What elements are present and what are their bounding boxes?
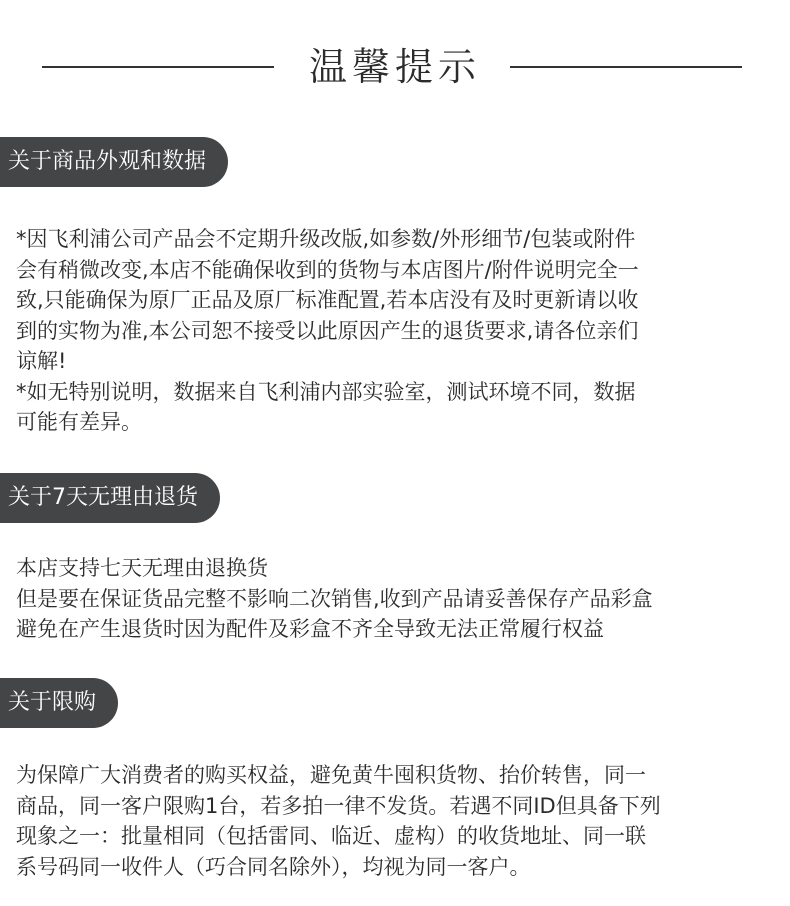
text-line: 但是要在保证货品完整不影响二次销售,收到产品请妥善保存产品彩盒 (16, 586, 653, 611)
section-body-purchase-limit (16, 760, 776, 882)
text-line: 现象之一：批量相同（包括雷同、临近、虚构）的收货地址、同一联 (16, 824, 646, 848)
text-line: 可能有差异。 (16, 410, 142, 434)
text-line: 本店支持七天无理由退换货 (16, 556, 268, 580)
title-divider-right (510, 66, 742, 68)
section-body-7day-return (16, 553, 776, 645)
page-title: 温馨提示 (308, 45, 481, 89)
section-heading-purchase-limit: 关于限购 (0, 678, 118, 728)
section-body-appearance-data (16, 224, 776, 438)
text-line: 致,只能确保为原厂正品及原厂标准配置,若本店没有及时更新请以收 (16, 288, 639, 312)
text-line: 系号码同一收件人（巧合同名除外），均视为同一客户。 (16, 854, 531, 879)
section-heading-7day-return: 关于7天无理由退货 (0, 473, 220, 523)
title-row (0, 44, 790, 94)
title-divider-left (42, 66, 274, 68)
text-line: *因飞利浦公司产品会不定期升级改版,如参数/外形细节/包装或附件 (16, 227, 636, 251)
text-line: 避免在产生退货时因为配件及彩盒不齐全导致无法正常履行权益 (16, 617, 604, 641)
text-line: 商品，同一客户限购1台，若多拍一律不发货。若遇不同ID但具备下列 (16, 793, 661, 818)
text-line: 谅解! (16, 349, 67, 373)
text-line: 会有稍微改变,本店不能确保收到的货物与本店图片/附件说明完全一 (16, 257, 639, 282)
text-line: 为保障广大消费者的购买权益，避免黄牛囤积货物、抬价转售，同一 (16, 763, 646, 787)
text-line: 到的实物为准,本公司恕不接受以此原因产生的退货要求,请各位亲们 (16, 318, 639, 343)
section-heading-appearance-data: 关于商品外观和数据 (0, 137, 228, 187)
text-line: *如无特别说明，数据来自飞利浦内部实验室，测试环境不同，数据 (16, 379, 636, 404)
